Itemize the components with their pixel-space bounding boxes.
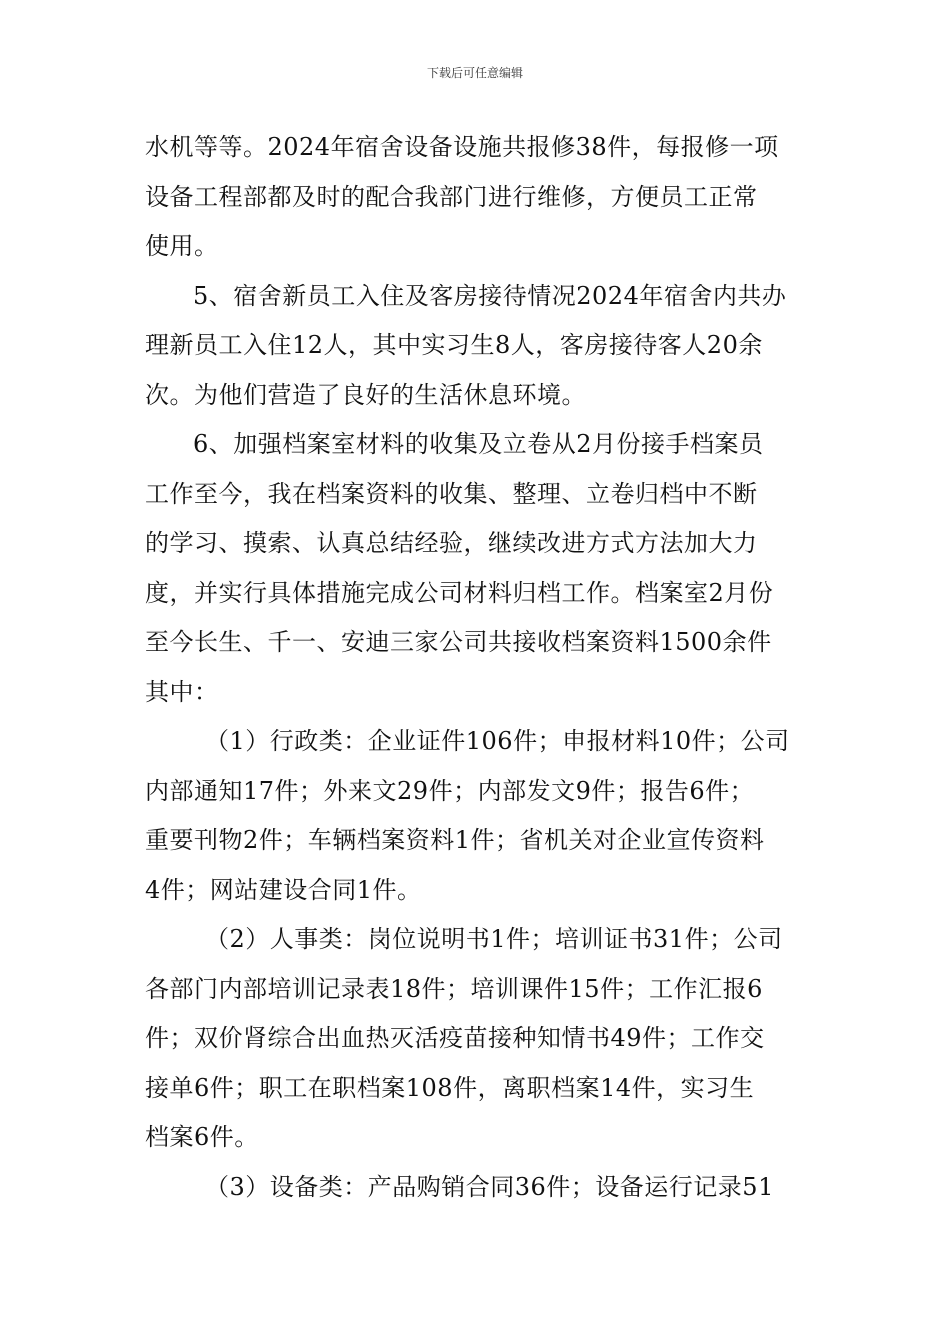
text-line: 其中： (145, 677, 219, 706)
text-line: 的学习、摸索、认真总结经验，继续改进方式方法加大力 (145, 529, 758, 557)
text-line: 件；双价肾综合出血热灭活疫苗接种知情书49件；工作交 (145, 1024, 765, 1052)
text-line: 接单6件；职工在职档案108件，离职档案14件，实习生 (145, 1073, 755, 1102)
text-line: 工作至今，我在档案资料的收集、整理、立卷归档中不断 (145, 479, 758, 508)
paragraph-hr-category (145, 915, 810, 1163)
text-line: 各部门内部培训记录表18件；培训课件15件；工作汇报6 (145, 974, 763, 1003)
paragraph-equipment-category (145, 1163, 810, 1213)
text-line: 至今长生、千一、安迪三家公司共接收档案资料1500余件 (145, 628, 772, 656)
document-body (145, 123, 810, 1212)
text-line: （3）设备类：产品购销合同36件；设备运行记录51 (205, 1172, 774, 1201)
text-line: 水机等等。2024年宿舍设备设施共报修38件，每报修一项 (145, 133, 779, 161)
text-line: 次。为他们营造了良好的生活休息环境。 (145, 380, 586, 409)
text-line: 理新员工入住12人，其中实习生8人，客房接待客人20余 (145, 331, 763, 359)
paragraph-archives (145, 420, 810, 717)
text-line: 设备工程部都及时的配合我部门进行维修，方便员工正常 (145, 182, 758, 211)
paragraph-repair (145, 123, 810, 272)
text-line: 重要刊物2件；车辆档案资料1件；省机关对企业宣传资料 (145, 826, 765, 854)
text-line: （1）行政类：企业证件106件；申报材料10件；公司 (205, 727, 790, 755)
text-line: 5、宿舍新员工入住及客房接待情况2024年宿舍内共办 (193, 281, 787, 310)
text-line: （2）人事类：岗位说明书1件；培训证书31件；公司 (205, 925, 783, 953)
text-line: 档案6件。 (145, 1123, 259, 1151)
paragraph-new-staff (145, 272, 810, 421)
paragraph-admin-category (145, 717, 810, 915)
text-line: 4件；网站建设合同1件。 (145, 875, 422, 904)
text-line: 6、加强档案室材料的收集及立卷从2月份接手档案员 (193, 430, 764, 458)
text-line: 内部通知17件；外来文29件；内部发文9件；报告6件； (145, 776, 755, 805)
text-line: 度，并实行具体措施完成公司材料归档工作。档案室2月份 (145, 578, 774, 607)
text-line: 使用。 (145, 232, 219, 260)
page-header: 下载后可任意编辑 (426, 66, 523, 80)
